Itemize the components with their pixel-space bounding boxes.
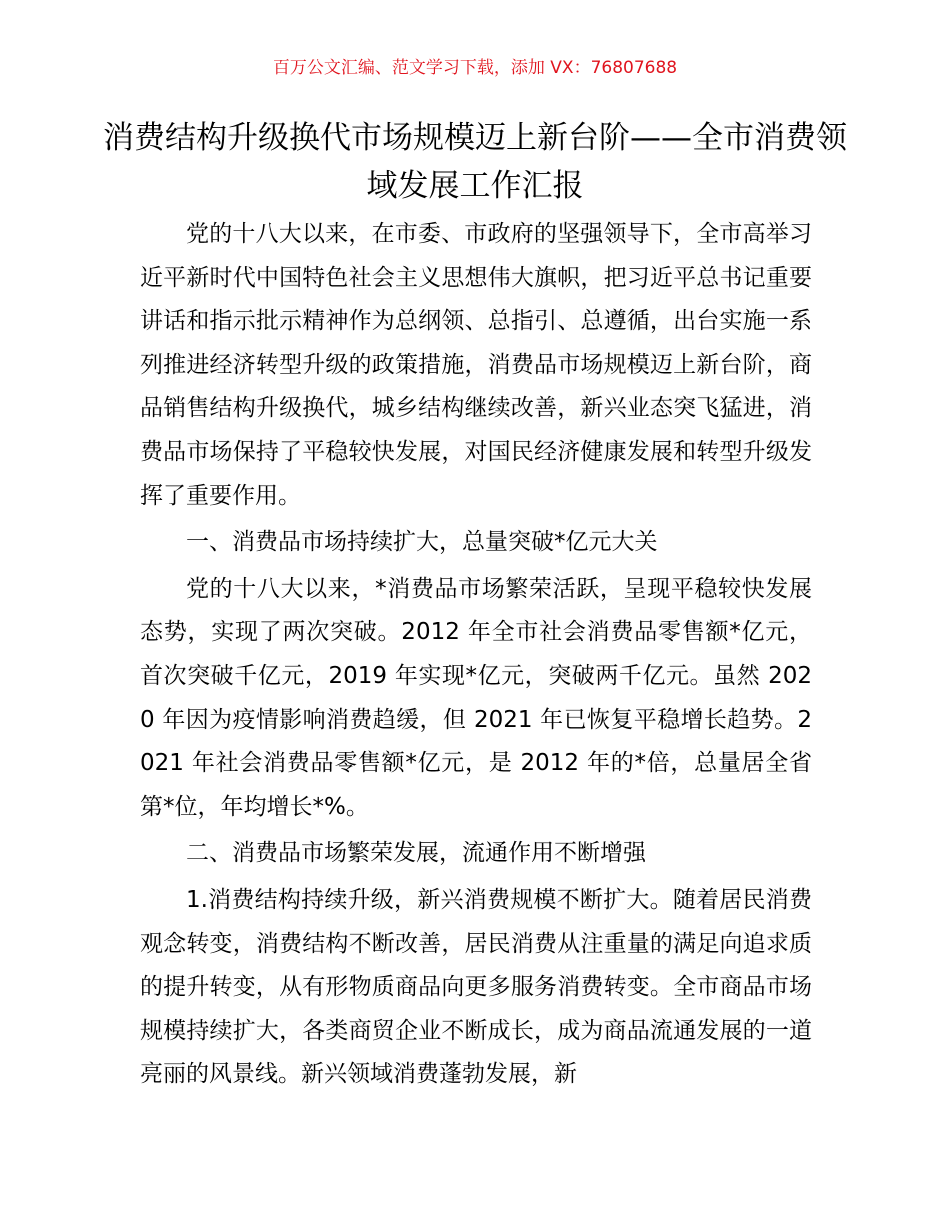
header-notice: 百万公文汇编、范文学习下载，添加 VX：76807688 [272, 58, 678, 78]
section-2-heading: 二、消费品市场繁荣发展，流通作用不断增强 [186, 840, 646, 867]
section-1-heading: 一、消费品市场持续扩大，总量突破*亿元大关 [186, 529, 658, 556]
document-body [140, 213, 812, 1097]
document-title: 消费结构升级换代市场规模迈上新台阶——全市消费领域发展工作汇报 [103, 120, 847, 204]
section-1-paragraph: 党的十八大以来，*消费品市场繁荣活跃，呈现平稳较快发展态势，实现了两次突破。2012 年全市社会消费品零售额*亿元，首次突破千亿元，2019 年实现*亿元，突破两千亿元。虽然 2020 年因为疫情影响消费趋缓，但 2021 年已恢复平稳增长趋势。2021 年社会消费品零售额*亿元，是 2012 年的*倍，总量居全省第*位，年均增长*%。 [140, 575, 812, 820]
section-2-item-1-paragraph: 1.消费结构持续升级，新兴消费规模不断扩大。随着居民消费观念转变，消费结构不断改善，居民消费从注重量的满足向追求质的提升转变，从有形物质商品向更多服务消费转变。全市商品市场规模持续扩大，各类商贸企业不断成长，成为商品流通发展的一道亮丽的风景线。新兴领域消费蓬勃发展，新 [140, 886, 812, 1088]
intro-paragraph: 党的十八大以来，在市委、市政府的坚强领导下，全市高举习近平新时代中国特色社会主义思想伟大旗帜，把习近平总书记重要讲话和指示批示精神作为总纲领、总指引、总遵循，出台实施一系列推进经济转型升级的政策措施，消费品市场规模迈上新台阶，商品销售结构升级换代，城乡结构继续改善，新兴业态突飞猛进，消费品市场保持了平稳较快发展，对国民经济健康发展和转型升级发挥了重要作用。 [140, 221, 812, 509]
